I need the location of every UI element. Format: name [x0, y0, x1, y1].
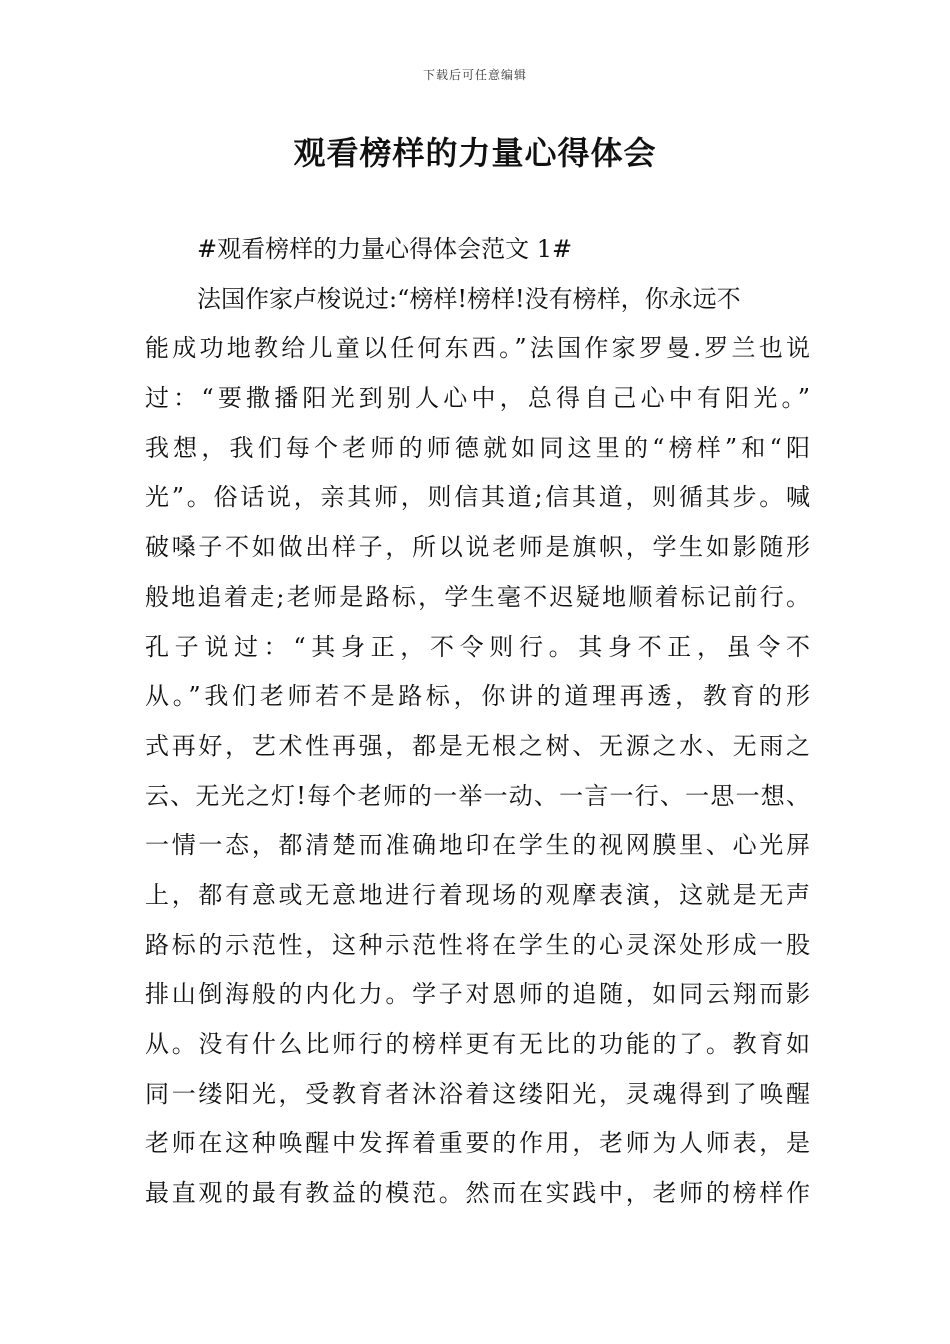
header-note: 下载后可任意编辑 [422, 68, 527, 82]
paragraph-line: 法国作家卢梭说过:“榜样!榜样!没有榜样，你永远不 [197, 284, 741, 313]
paragraph-line: 老师在这种唤醒中发挥着重要的作用，老师为人师表，是 [145, 1129, 810, 1158]
paragraph-line: 一情一态，都清楚而准确地印在学生的视网膜里、心光屏 [145, 831, 810, 860]
paragraph-line: 从。”我们老师若不是路标，你讲的道理再透，教育的形 [145, 682, 810, 711]
paragraph-line: 上，都有意或无意地进行着现场的观摩表演，这就是无声 [145, 880, 810, 909]
paragraph-line: 光”。俗话说，亲其师，则信其道;信其道，则循其步。喊 [145, 483, 810, 512]
paragraph-line: 能成功地教给儿童以任何东西。”法国作家罗曼.罗兰也说 [145, 334, 810, 363]
paragraph-line: 排山倒海般的内化力。学子对恩师的追随，如同云翔而影 [145, 980, 810, 1009]
document-body [145, 225, 810, 1219]
section-subheading: #观看榜样的力量心得体会范文 1# [197, 235, 573, 263]
paragraph-line: 孔子说过：“其身正，不令则行。其身不正，虽令不 [145, 632, 810, 661]
paragraph-line: 式再好，艺术性再强，都是无根之树、无源之水、无雨之 [145, 731, 810, 760]
paragraph-line: 最直观的最有教益的模范。然而在实践中，老师的榜样作 [145, 1179, 810, 1208]
paragraph-line: 从。没有什么比师行的榜样更有无比的功能的了。教育如 [145, 1030, 810, 1058]
paragraph-line: 路标的示范性，这种示范性将在学生的心灵深处形成一股 [145, 930, 810, 959]
paragraph-line: 破嗓子不如做出样子，所以说老师是旗帜，学生如影随形 [145, 533, 810, 562]
document-title: 观看榜样的力量心得体会 [293, 134, 657, 172]
paragraph-line: 过：“要撒播阳光到别人心中，总得自己心中有阳光。” [145, 384, 810, 413]
paragraph-line: 我想，我们每个老师的师德就如同这里的“榜样”和“阳 [145, 433, 810, 462]
paragraph-line: 般地追着走;老师是路标，学生毫不迟疑地顺着标记前行。 [145, 582, 810, 611]
paragraph-line: 同一缕阳光，受教育者沐浴着这缕阳光，灵魂得到了唤醒 [145, 1079, 810, 1108]
paragraph-line: 云、无光之灯!每个老师的一举一动、一言一行、一思一想、 [145, 781, 810, 810]
